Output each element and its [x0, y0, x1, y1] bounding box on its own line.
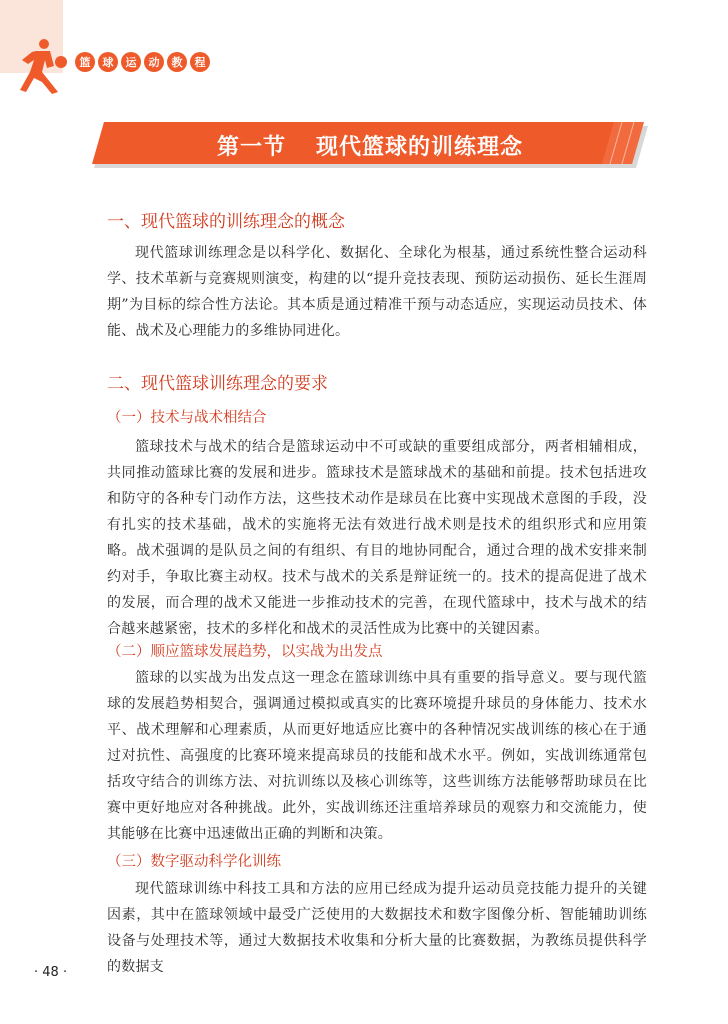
subsection-paragraph: 现代篮球训练中科技工具和方法的应用已经成为提升运动员竞技能力提升的关键因素，其中在篮球领域中最受广泛使用的大数据技术和数字图像分析、智能辅助训练设备与处理技术等，通过大数据技术收集和分析大量的比赛数据，为教练员提供科学的数据支	[107, 881, 647, 975]
subsection-heading: （二）顺应篮球发展趋势，以实战为出发点	[107, 644, 383, 660]
book-title	[75, 52, 210, 72]
subsection-heading: （一）技术与战术相结合	[107, 410, 267, 426]
book-title-char: 教	[167, 52, 187, 72]
page-number: · 48 ·	[34, 965, 68, 980]
chapter-title	[92, 122, 648, 168]
chapter-number: 第一节	[216, 134, 286, 160]
section-heading: 一、现代篮球的训练理念的概念	[107, 212, 345, 232]
book-title-char: 程	[190, 52, 210, 72]
section-paragraph: 现代篮球训练理念是以科学化、数据化、全球化为根基，通过系统性整合运动科学、技术革新与竞赛规则演变，构建的以“提升竞技表现、预防运动损伤、延长生涯周期”为目标的综合性方法论。其本质是通过精准干预与动态适应，实现运动员技术、体能、战术及心理能力的多维协同进化。	[107, 245, 647, 339]
book-title-char: 球	[98, 52, 118, 72]
book-title-char: 运	[121, 52, 141, 72]
book-title-char: 篮	[75, 52, 95, 72]
basketball-player-icon	[14, 38, 68, 94]
subsection-paragraph: 篮球的以实战为出发点这一理念在篮球训练中具有重要的指导意义。要与现代篮球的发展趋势相契合，强调通过模拟或真实的比赛环境提升球员的身体能力、技术水平、战术理解和心理素质，从而更好地适应比赛中的各种情况实战训练的核心在于通过对抗性、高强度的比赛环境来提高球员的技能和战术水平。例如，实战训练通常包括攻守结合的训练方法、对抗训练以及核心训练等，这些训练方法能够帮助球员在比赛中更好地应对各种挑战。此外，实战训练还注重培养球员的观察力和交流能力，使其能够在比赛中迅速做出正确的判断和决策。	[107, 670, 647, 842]
book-title-char: 动	[144, 52, 164, 72]
chapter-name: 现代篮球的训练理念	[316, 134, 524, 160]
subsection-paragraph: 篮球技术与战术的结合是篮球运动中不可或缺的重要组成部分，两者相辅相成，共同推动篮球比赛的发展和进步。篮球技术是篮球战术的基础和前提。技术包括进攻和防守的各种专门动作方法，这些技术动作是球员在比赛中实现战术意图的手段，没有扎实的技术基础，战术的实施将无法有效进行战术则是技术的组织形式和应用策略。战术强调的是队员之间的有组织、有目的地协同配合，通过合理的战术安排来制约对手，争取比赛主动权。技术与战术的关系是辩证统一的。技术的提高促进了战术的发展，而合理的战术又能进一步推动技术的完善，在现代篮球中，技术与战术的结合越来越紧密，技术的多样化和战术的灵活性成为比赛中的关键因素。	[107, 439, 647, 637]
section-heading: 二、现代篮球训练理念的要求	[107, 374, 328, 394]
chapter-banner	[92, 122, 648, 168]
subsection-heading: （三）数字驱动科学化训练	[107, 854, 281, 870]
